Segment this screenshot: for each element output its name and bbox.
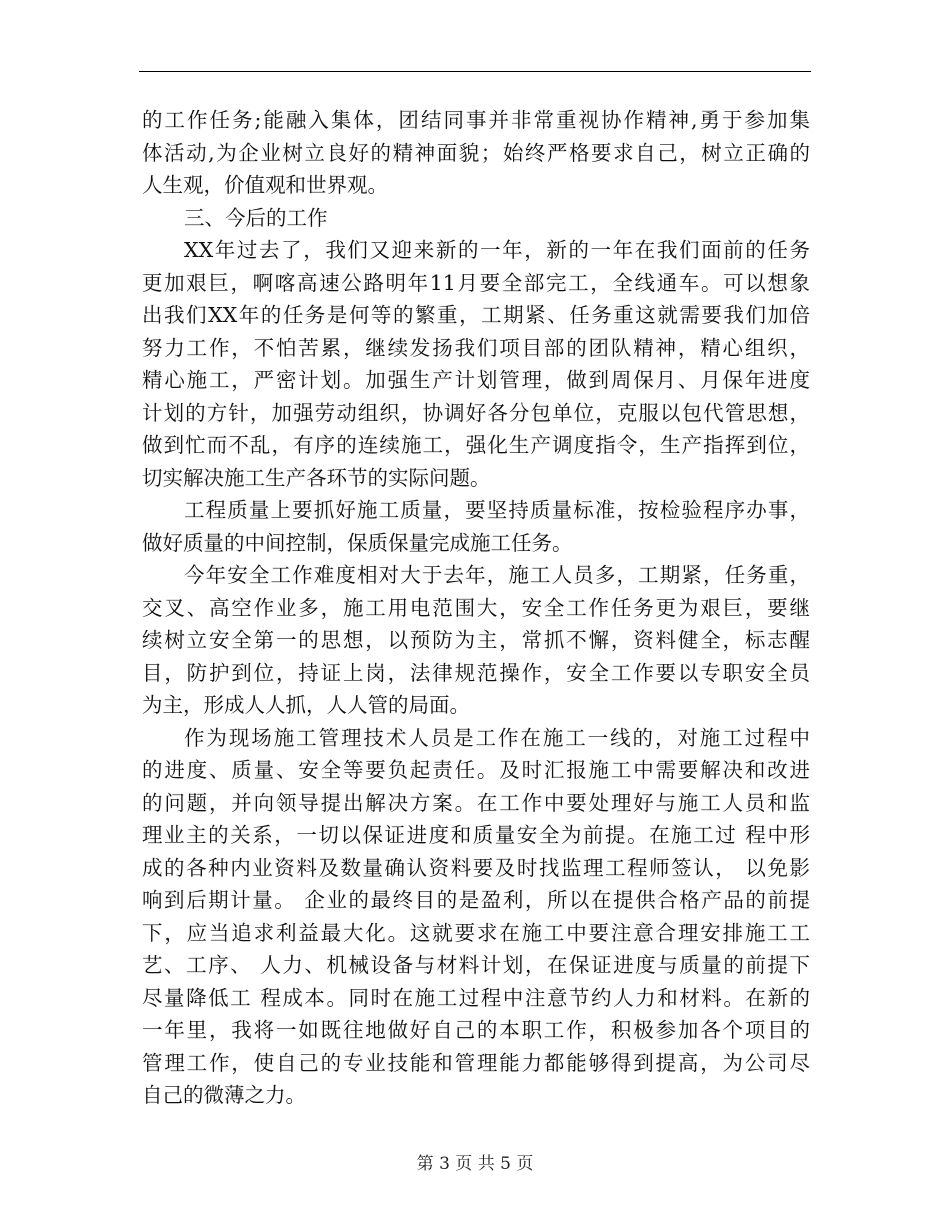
text-line: 目，防护到位，持证上岗，法律规范操作，安全工作要以专职安全员 — [142, 660, 810, 685]
text-line: XX年过去了，我们又迎来新的一年，新的一年在我们面前的任务 — [184, 238, 810, 262]
document-body — [142, 104, 810, 1112]
header-rule — [139, 71, 811, 72]
text-line: 人生观，价值观和世界观。 — [142, 173, 388, 197]
text-line: 的问题，并向领导提出解决方案。在工作中要处理好与施工人员和监 — [142, 790, 810, 815]
text-line: 续树立安全第一的思想，以预防为主，常抓不懈，资料健全，标志醒 — [142, 628, 810, 652]
page-number: 第 3 页 共 5 页 — [416, 1154, 534, 1174]
text-line: 三、今后的工作 — [184, 205, 328, 230]
text-line: 作为现场施工管理技术人员是工作在施工一线的，对施工过程中 — [184, 725, 810, 750]
text-line: 做到忙而不乱，有序的连续施工，强化生产调度指令，生产指挥到位， — [142, 433, 810, 457]
text-line: 出我们XX年的任务是何等的繁重，工期紧、任务重这就需要我们加倍 — [142, 303, 810, 327]
text-line: 的进度、质量、安全等要负起责任。及时汇报施工中需要解决和改进 — [142, 758, 810, 782]
text-line: 交叉、高空作业多，施工用电范围大，安全工作任务更为艰巨，要继 — [142, 595, 810, 620]
text-line: 为主，形成人人抓，人人管的局面。 — [142, 693, 470, 717]
text-line: 努力工作，不怕苦累，继续发扬我们项目部的团队精神，精心组织， — [142, 335, 810, 360]
text-line: 响到后期计量。 企业的最终目的是盈利，所以在提供合格产品的前提 — [142, 888, 810, 912]
text-line: 今年安全工作难度相对大于去年，施工人员多，工期紧，任务重， — [184, 563, 810, 587]
text-line: 艺、工序、 人力、机械设备与材料计划，在保证进度与质量的前提下 — [142, 953, 810, 977]
text-line: 理业主的关系，一切以保证进度和质量安全为前提。在施工过 程中形 — [142, 823, 810, 847]
text-line: 自己的微薄之力。 — [142, 1083, 306, 1107]
text-line: 管理工作，使自己的专业技能和管理能力都能够得到提高，为公司尽 — [142, 1050, 810, 1075]
text-line: 体活动,为企业树立良好的精神面貌；始终严格要求自己，树立正确的 — [142, 140, 810, 165]
text-line: 成的各种内业资料及数量确认资料要及时找监理工程师签认， 以免影 — [142, 855, 810, 880]
text-line: 工程质量上要抓好施工质量，要坚持质量标准，按检验程序办事， — [184, 498, 810, 522]
text-line: 精心施工，严密计划。加强生产计划管理，做到周保月、月保年进度 — [142, 368, 810, 392]
text-line: 的工作任务;能融入集体，团结同事并非常重视协作精神,勇于参加集 — [142, 108, 810, 132]
text-line: 尽量降低工 程成本。同时在施工过程中注意节约人力和材料。在新的 — [142, 985, 810, 1010]
text-line: 一年里，我将一如既往地做好自己的本职工作，积极参加各个项目的 — [142, 1018, 810, 1042]
text-line: 下，应当追求利益最大化。这就要求在施工中要注意合理安排施工工 — [142, 920, 810, 945]
text-line: 计划的方针，加强劳动组织，协调好各分包单位，克服以包代管思想， — [142, 400, 810, 425]
text-line: 切实解决施工生产各环节的实际问题。 — [142, 465, 491, 490]
text-line: 做好质量的中间控制，保质保量完成施工任务。 — [142, 530, 573, 555]
text-line: 更加艰巨，啊喀高速公路明年11月要全部完工，全线通车。可以想象 — [142, 270, 810, 295]
